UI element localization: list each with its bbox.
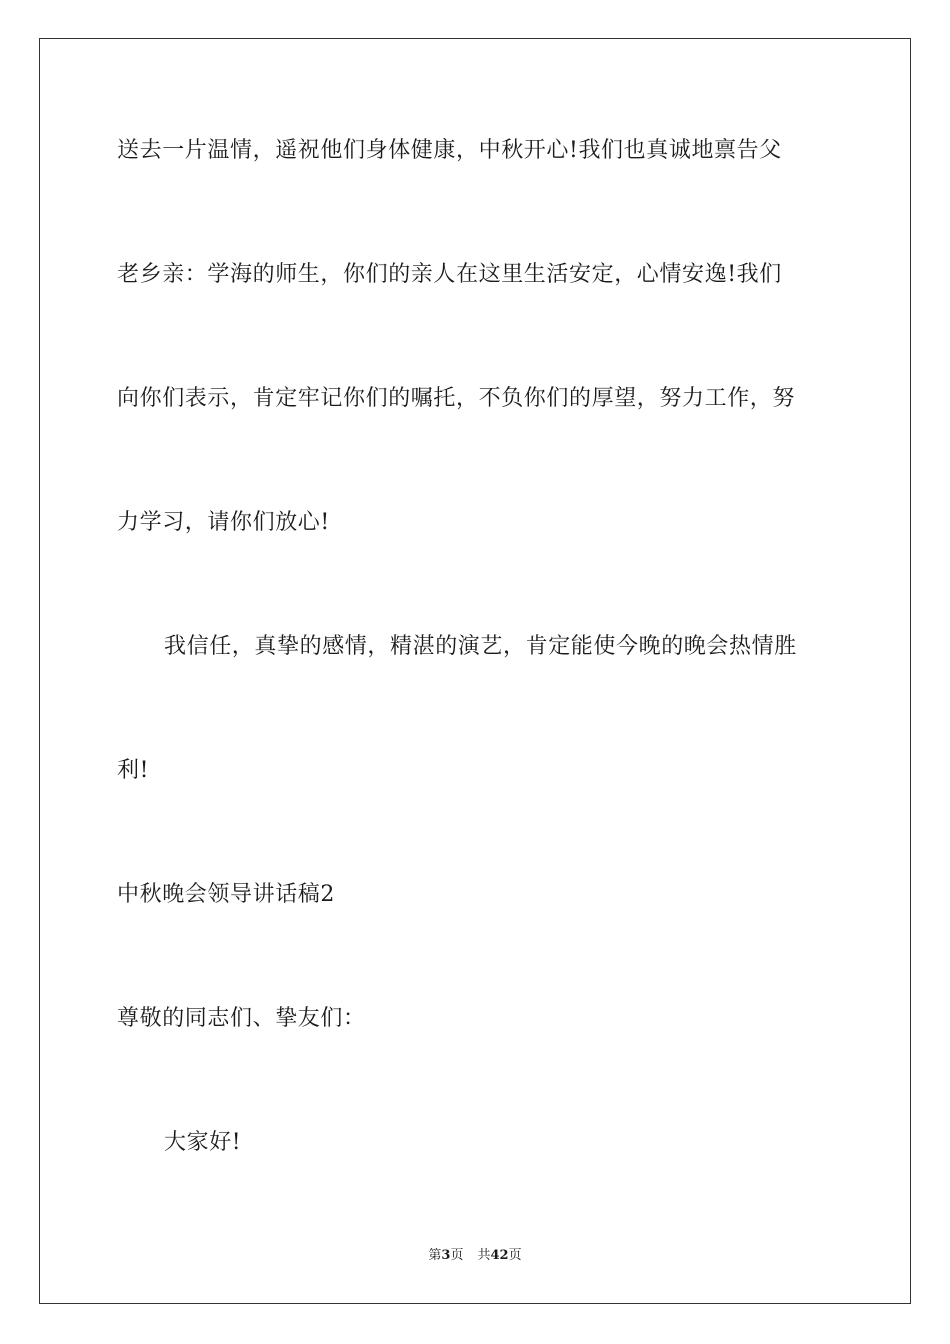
- footer-total-suffix: 页: [508, 1248, 522, 1263]
- text-line-6: 利!: [117, 758, 150, 783]
- text-line-5: 我信任，真挚的感情，精湛的演艺，肯定能使今晚的晚会热情胜: [164, 634, 797, 659]
- footer-page-suffix: 页: [450, 1248, 464, 1263]
- footer-page-number: 3: [441, 1248, 451, 1263]
- section-heading: 中秋晚会领导讲话稿2: [117, 882, 335, 907]
- greeting: 大家好!: [164, 1130, 242, 1155]
- text-line-2: 老乡亲：学海的师生，你们的亲人在这里生活安定，心情安逸!我们: [117, 262, 782, 287]
- page-footer: [0, 1247, 950, 1265]
- page-frame: [39, 38, 911, 1304]
- text-line-4: 力学习，请你们放心!: [117, 510, 330, 535]
- footer-page-prefix: 第: [428, 1248, 442, 1263]
- text-line-1: 送去一片温情，遥祝他们身体健康，中秋开心!我们也真诚地禀告父: [117, 138, 782, 163]
- footer-total-pages: 42: [490, 1248, 509, 1263]
- footer-total-prefix: 共: [477, 1248, 491, 1263]
- text-line-3: 向你们表示，肯定牢记你们的嘱托，不负你们的厚望，努力工作，努: [117, 386, 796, 411]
- salutation: 尊敬的同志们、挚友们：: [117, 1006, 366, 1031]
